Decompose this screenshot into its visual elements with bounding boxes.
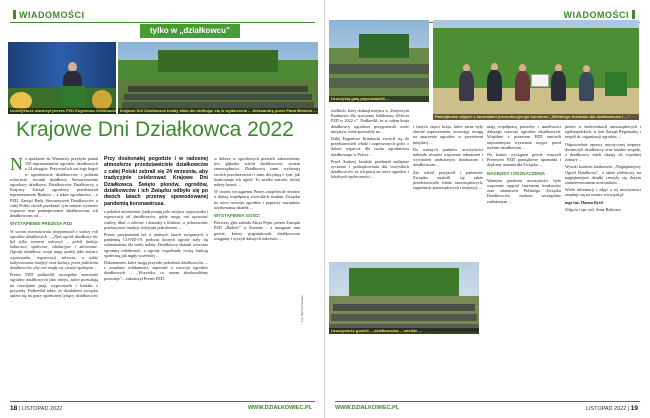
paragraph: W swoim przemówieniu przypomniał o walnej roli ogrodów działkowych – „Dziś ogród działkowy nie był tylko terenem rekreacji – pełnił funkcje kulturowe, społeczne, edukacyjne i zdrowotne. Ogrody działkowe wciąż mają spokój jako miejsce wypoczynku, regeneracji zdrowia, a także kultywowania tradycji oraz kultury, przez pokolenia działkowców, aby one mogły się cieszyć spokojem ...	[10, 228, 98, 271]
text-column-3	[214, 156, 300, 398]
photo-caption: Krajowe Dni Działkowca trwały kilka dni obfitując się w wydarzenia ... Aleksandrę przez Pana Ministra ...	[120, 108, 317, 113]
text-column-7	[565, 124, 641, 398]
drop-cap: N	[10, 156, 23, 174]
paragraph: mają współpracę potrzeby i możliwości dalszego rozwoju ogrodów działkowych. Wspólnie z prezesem PZD omówili najważniejsze wyzwania stojące przed ruchem działkowym ...	[487, 124, 561, 150]
paragraph: i innych części kraju, które zaraz były obecne zaproszeniem, zwracając uwagę na znaczenie ogrodów w przestrzeni miejskiej ...	[413, 124, 483, 145]
footer-left	[10, 405, 62, 412]
right-page	[325, 0, 650, 418]
footer-rule	[10, 401, 315, 402]
header-rule	[10, 22, 315, 23]
text-column-2	[104, 156, 208, 398]
paragraph: Na koniec wystąpień goście wręczyli Prezesowi PZD pamiątkowe upominki i dyplomy uznania dla Związku ...	[487, 152, 561, 168]
subheading: WYSTĄPIENIA GOŚCI	[214, 213, 260, 219]
photo-crowd	[329, 20, 429, 102]
footer-rule	[335, 401, 640, 402]
paragraph: Wysoki konkurs konkursów „Najpiękniejszy Ogród Działkowy”, a także plebiscyty na najpiękniejsze działki cieszyły się dużym zainteresowaniem uczestników ...	[565, 164, 641, 186]
article-lead: Przy doskonałej pogodzie i w radosnej atmosferze przedstawiciele działkowców z całej Polski zebrali się 24 września, aby tradycyjnie celebrować Krajowe Dni Działkowca. Święto plonów, ogrodów, działkowców i ich Związku odbyło się po dwóch latach przerwy spowodowanej pandemią koronawirusa.	[104, 156, 208, 207]
subheading: WYSTĄPIENIE PREZESA PZD	[10, 221, 73, 227]
paragraph: W swoim wystąpieniu Prezes zaapelował również o dalszą współpracę wszystkich struktur Związku na rzecz rozwoju ogrodów i poprawy warunków użytkowania działek ...	[214, 189, 300, 210]
issue-date: LISTOPAD 2022 |	[585, 406, 630, 412]
paragraph: w dobrze w ogrodowych prawach zakorzeniony jest głęboko wśród działkowców system samorządności. Działkowcy sami wybierają swoich przedstawicieli i sami decydują o tym, jak funkcjonuje ich ogród. To wielka wartość, której należy bronić ...	[214, 156, 300, 188]
photo-audience	[118, 42, 318, 114]
footer-url-right	[335, 405, 399, 411]
text-column-6	[487, 124, 561, 398]
paragraph: a spotkanie do Warszawy przybyło ponad 150 reprezentantów ogrodów działkowych z 24 okręgów. Przywitał ich zaś tego kogoś w ogrodnictwie działkowców i polskim rolnictwie: rocznik działkowy Stowarzyszenia ogrodowy działkowy, Działkowców Działkowcy, a Krajowy Zarząd ogrodowy przedstawiał reprezentantom Rynków – a także ogrodnictwo – z PZD. Zarząd Rady Stowarzyszeń Działkowców z całej Polski chcieli przekazać tym samym wyrazów wsparcia oraz podziękowanie działkowcom, ich działkowcom od ...	[10, 156, 98, 219]
author-signature: mgr inż. Hanna Rytel	[565, 199, 604, 205]
text-column-5	[413, 124, 483, 260]
photo-president-speech	[8, 42, 116, 114]
photo-credit: Fot. Michał Pawelec	[300, 295, 304, 322]
issue-date: | LISTOPAD 2022	[18, 406, 63, 412]
paragraph: wielkich, który dotknął miejsca w „Krajowym Konkursie dla uczczenia Jubileuszu 40-lecia PZD w 2022 r.”. Podkreślił, że w całym kraju działkowcy ogrodowi przygotowali wiele inicjatyw, które pozwoliły na ...	[331, 108, 409, 134]
paragraph: Zaś wśród przyjaciół i partnerów Związku znaleźli się także przedstawiciele władz samorządowych, organizacji pozarządowych i instytucji ...	[413, 169, 483, 191]
paragraph: Do ważnych punktów uroczystości należało również wręczenie odznaczeń i wyróżnień zasłużonym działaczom i działkowcom ...	[413, 146, 483, 168]
paragraph: Dokonaniem, które mogą przyszłe pokolenia działkowców ... z zasadami solidarności, zapewnił o rozwoju ogrodów działkowych – „Wszystko, co razem zbudowaliśmy pozostaje” – zakończył Prezes PZD.	[104, 260, 208, 281]
photo-award-group	[433, 20, 639, 120]
page-number: 18	[10, 405, 18, 412]
text-column-1	[10, 156, 98, 398]
footer-right	[586, 405, 638, 412]
text-column-4	[331, 108, 409, 398]
exclusive-tag: tylko w „działkowcu”	[140, 24, 240, 38]
paragraph: Dalej Eugeniusz Kondracki zwrócił się do przedstawicieli władz i zaproszonych gości o dalsze wsparcie dla ruchu ogrodnictwa działkowego w Polsce ...	[331, 136, 409, 157]
paragraph: Wiele informacji i zdjęć z tej uroczystości znajduje się na stronie www.pzd.pl	[565, 187, 641, 198]
paragraph: z pokoleń niezmiennie funkcjonują jako miejsca wypoczynku i regeneracji sił działkowców, gdzie mogą oni uprawiać rośliny, dbać o zdrowie i kontakty z bliskimi, a jednocześnie przekazywać tradycje kolejnym pokoleniom ...	[104, 209, 208, 230]
website-link[interactable]: WWW.DZIAŁKOWIEC.PL	[335, 405, 400, 411]
footer-url-left	[248, 405, 312, 411]
paragraph: Prezes PZD podkreślił szczególne znaczenie ogrodów działkowych jako miejsc, które pozwalają na rozwijanie pasji, wypoczynek i kontakt z przyrodą. Podkreślał także, że działalność związku opiera się na pracy społecznej tysięcy działkowców ...	[10, 272, 98, 304]
website-link[interactable]: WWW.DZIAŁKOWIEC.PL	[247, 405, 312, 411]
photo-caption: Uroczystą galę poprowadzili ...	[329, 96, 429, 102]
paragraph: Pierwszy głos zabrała Alicja Pejas, prezes Zarządu PZD „Radość” w Koninie – a następnie inni goście, którzy pogratulowali działkowcom osiągnięć i życzyli dalszych sukcesów ...	[214, 220, 300, 241]
photo-ceremony-gathering	[329, 262, 479, 334]
photo-caption: Uroczystość gościli ... działkowców ... wielkie ...	[329, 328, 479, 334]
paragraph: Poseł Andrzej Jasiński przekazał najlepsze życzenia i podziękowania dla wszystkich działkowców za ich pracę na rzecz ogrodów i lokalnych społeczności ...	[331, 158, 409, 180]
author-role: Zdjęcia i opr. red. Anna Ryhlowa	[565, 206, 621, 212]
photo-caption: Uroczystość otworzył prezes PZD Eugeniusz Kondracki	[10, 108, 116, 113]
section-header-right: WIADOMOŚCI	[564, 10, 639, 22]
photo-caption: Pamiątkowe zdjęcie z laureatami prezentacyjnego konkursu „Wielkiego festiwalu dla działkowców i ...”	[433, 114, 639, 120]
section-header-left: WIADOMOŚCI	[10, 10, 85, 22]
paragraph: prezes w środowiskach samorządowych i ogólnopolskich, w tym Zarząd Regionalny i zespół ds. organizacji ogrodów ...	[565, 124, 641, 140]
paragraph: Ważnym punktem uroczystości było wręczenie nagród laureatom konkursów oraz odznaczeń Polskiego Związku Działkowców osobom szczególnie zasłużonym ...	[487, 177, 561, 204]
paragraph: Odpowiednie oprawy artystycznej imprezy dostarczyli działkowcy oraz lokalne zespoły, a działkowcy mieli okazję do wspólnej zabawy ...	[565, 141, 641, 163]
article-title: Krajowe Dni Działkowca 2022	[16, 118, 294, 141]
subheading: NAGRODY I ODZNACZENIA	[487, 170, 545, 176]
page-number: 19	[630, 405, 638, 412]
paragraph: Prezes przypomniał też o trudnych latach związanych z pandemią COVID-19, podczas których ogrody stały się schronieniem dla wielu rodzin. Działkowcy okazali wówczas ogromną solidarność, a ogrody wypełniały swoją funkcję społeczną jak nigdy wcześniej ...	[104, 232, 208, 258]
